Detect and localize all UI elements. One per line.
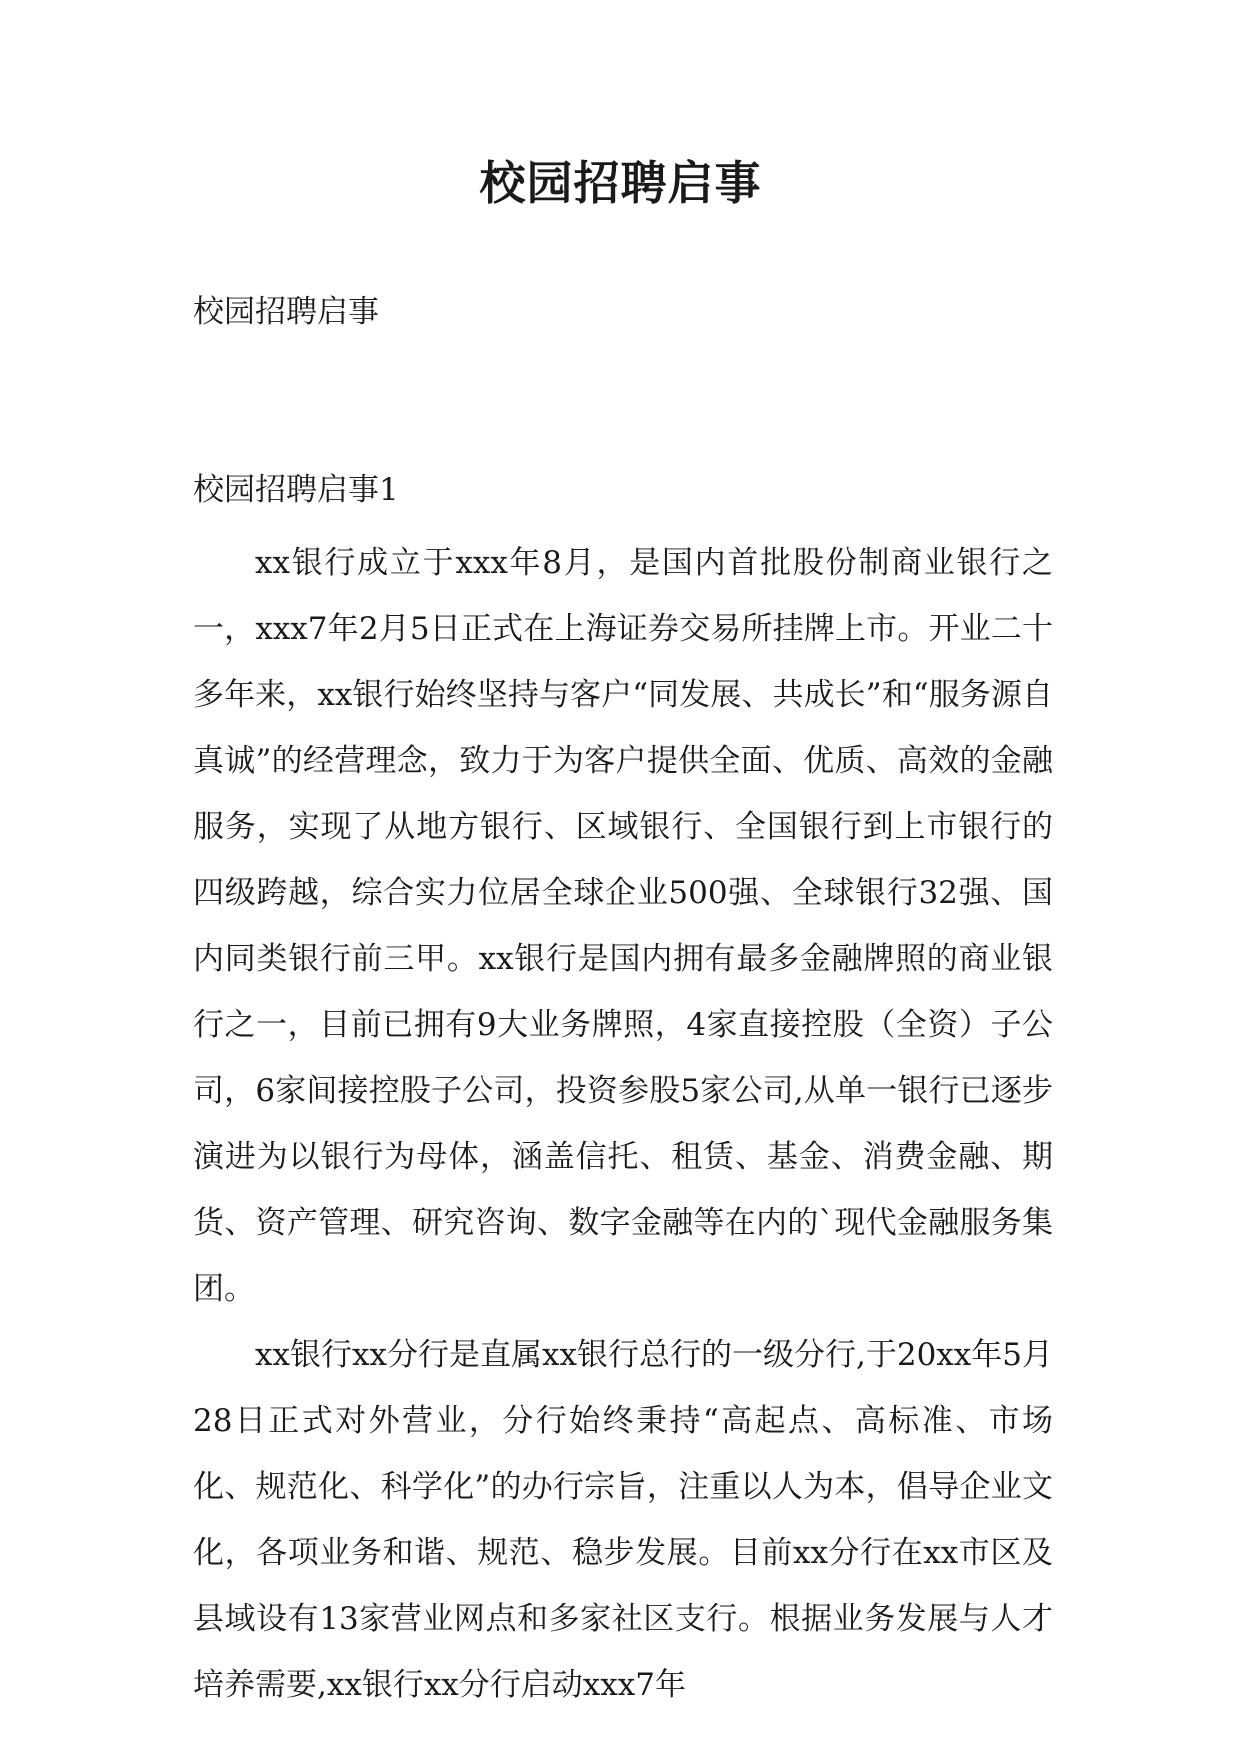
body-text: [193, 530, 1053, 1718]
paragraph-bank-intro: xx银行成立于xxx年8月，是国内首批股份制商业银行之一，xxx7年2月5日正式在上海证券交易所挂牌上市。开业二十多年来，xx银行始终坚持与客户“同发展、共成长”和“服务源自真诚”的经营理念，致力于为客户提供全面、优质、高效的金融服务，实现了从地方银行、区域银行、全国银行到上市银行的四级跨越，综合实力位居全球企业500强、全球银行32强、国内同类银行前三甲。xx银行是国内拥有最多金融牌照的商业银行之一，目前已拥有9大业务牌照，4家直接控股（全资）子公司，6家间接控股子公司，投资参股5家公司,从单一银行已逐步演进为以银行为母体，涵盖信托、租赁、基金、消费金融、期货、资产管理、研究咨询、数字金融等在内的`现代金融服务集团。: [193, 545, 1053, 1307]
document-title: 校园招聘启事: [479, 156, 762, 210]
section-heading: 校园招聘启事1: [193, 472, 399, 508]
paragraph-branch-intro: xx银行xx分行是直属xx银行总行的一级分行,于20xx年5月28日正式对外营业，分行始终秉持“高起点、高标准、市场化、规范化、科学化”的办行宗旨，注重以人为本，倡导企业文化，各项业务和谐、规范、稳步发展。目前xx分行在xx市区及县域设有13家营业网点和多家社区支行。根据业务发展与人才培养需要,xx银行xx分行启动xxx7年: [193, 1337, 1053, 1703]
document-subtitle: 校园招聘启事: [193, 294, 379, 330]
